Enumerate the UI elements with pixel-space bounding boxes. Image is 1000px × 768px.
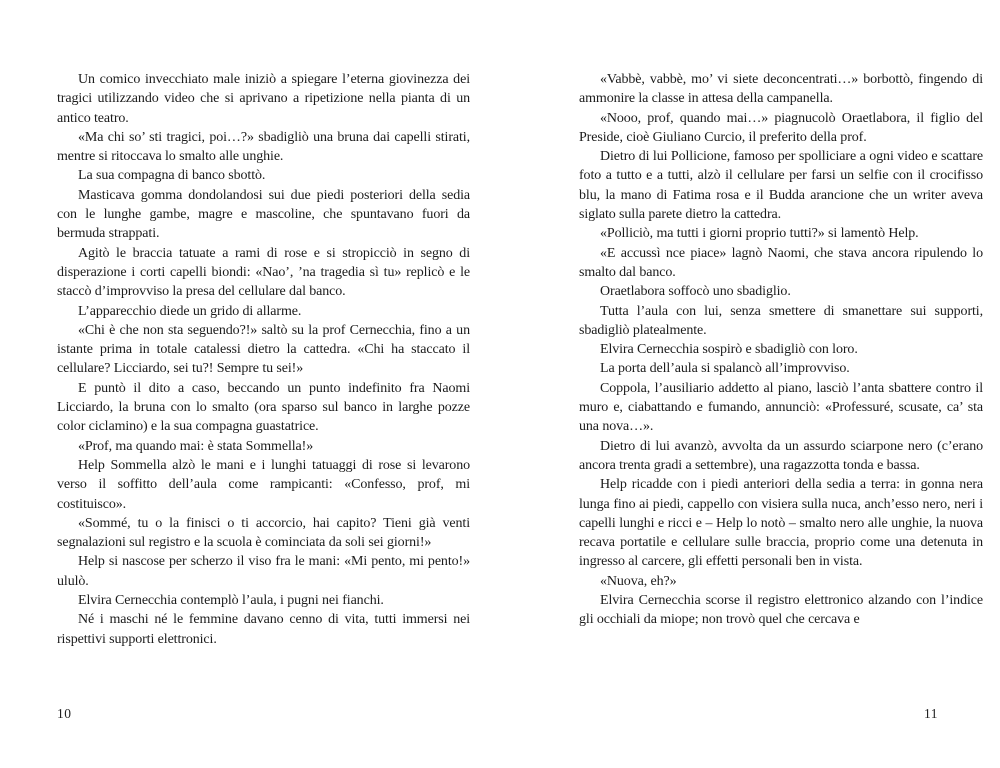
- paragraph: Help si nascose per scherzo il viso fra le mani: «Mi pento, mi pento!» ululò.: [57, 554, 470, 589]
- paragraph: «Ma chi so’ sti tragici, poi…?» sbadigliò una bruna dai capelli stirati, mentre si ritoccava lo smalto alle unghie.: [57, 129, 470, 165]
- paragraph: Un comico invecchiato male iniziò a spiegare l’eterna giovinezza dei tragici utilizzando video che si aprivano a ripetizione nella pianta di un antico teatro.: [57, 72, 470, 126]
- paragraph: Elvira Cernecchia scorse il registro elettronico alzando con l’indice gli occhiali da miope; non trovò quel che cercava e: [579, 593, 983, 628]
- paragraph: La sua compagna di banco sbottò.: [78, 168, 266, 184]
- page-right: [500, 0, 1000, 768]
- paragraph: «Chi è che non sta seguendo?!» saltò su la prof Cernecchia, fino a un istante prima in totale catalessi dietro la cattedra. «Chi ha staccato il cellulare? Licciardo, sei tu?! Sempre tu sei!»: [57, 322, 470, 377]
- paragraph: E puntò il dito a caso, beccando un punto indefinito fra Naomi Licciardo, la bruna con lo smalto (ora sparso sul banco in larghe pozze color ciclamino) e la sua compagna guastatrice.: [57, 380, 470, 435]
- paragraph: «Vabbè, vabbè, mo’ vi siete deconcentrati…» borbottò, fingendo di ammonire la classe in attesa della campanella.: [579, 72, 983, 107]
- paragraph: «Sommé, tu o la finisci o ti accorcio, hai capito? Tieni già venti segnalazioni sul registro e la scuola è cominciata da soli sei giorni!»: [57, 515, 470, 551]
- paragraph: Masticava gomma dondolandosi sui due piedi posteriori della sedia con le lunghe gambe, magre e mascoline, che spuntavano fuori da bermuda strappati.: [57, 187, 470, 242]
- paragraph: Dietro di lui Pollicione, famoso per spolliciare a ogni video e scattare foto a tutto e a tutti, alzò il cellulare per farsi un selfie con il crocifisso blu, la mano di Fatima rosa e il Budda arancione che un writer aveva siglato sulla parete dietro la cattedra.: [579, 149, 983, 223]
- paragraph: L’apparecchio diede un grido di allarme.: [78, 303, 302, 319]
- paragraph: Elvira Cernecchia sospirò e sbadigliò con loro.: [600, 342, 858, 358]
- paragraph: Agitò le braccia tatuate a rami di rose e si stropicciò in segno di disperazione i corti capelli biondi: «Nao’, ’na tragedia sì tu» replicò e le staccò d’improvviso la presa del cellulare dal banco.: [57, 245, 470, 300]
- paragraph: «Nooo, prof, quando mai…» piagnucolò Oraetlabora, il figlio del Preside, cioè Giuliano Curcio, il preferito della prof.: [579, 110, 983, 145]
- paragraph: Oraetlabora soffocò uno sbadiglio.: [600, 284, 791, 300]
- page-number-left: 10: [57, 706, 72, 721]
- paragraph: Elvira Cernecchia contemplò l’aula, i pugni nei fianchi.: [78, 593, 384, 609]
- paragraph: «Prof, ma quando mai: è stata Sommella!»: [78, 438, 314, 454]
- paragraph: Tutta l’aula con lui, senza smettere di smanettare sui supporti, sbadigliò platealmente.: [579, 303, 983, 338]
- paragraph: Dietro di lui avanzò, avvolta da un assurdo sciarpone nero (c’erano ancora trenta gradi a settembre), una ragazzotta tonda e bassa.: [579, 438, 983, 473]
- paragraph: La porta dell’aula si spalancò all’improvviso.: [600, 361, 850, 377]
- paragraph: Help ricadde con i piedi anteriori della sedia a terra: in gonna nera lunga fino ai piedi, cappello con visiera sulla nuca, anch’esso nero, neri i capelli lunghi e ricci e – Help lo notò – smalto nero alle unghie, la nuova recava portatile e cellulare sulle braccia, proprio come una detenuta in ingresso al carcere, gli effetti personali ben in vista.: [579, 477, 983, 570]
- paragraph: Né i maschi né le femmine davano cenno di vita, tutti immersi nei rispettivi supporti elettronici.: [57, 612, 470, 647]
- page-number-right: 11: [924, 706, 938, 721]
- paragraph: Coppola, l’ausiliario addetto al piano, lasciò l’anta sbattere contro il muro e, ciabattando e fumando, annunciò: «Professuré, scusate, ca’ sta una nova…».: [579, 380, 983, 435]
- page-left-text-column: [57, 70, 470, 649]
- paragraph: «E accussì nce piace» lagnò Naomi, che stava ancora ripulendo lo smalto dal banco.: [579, 245, 983, 280]
- page-right-text-column: [579, 70, 983, 630]
- paragraph: «Nuova, eh?»: [600, 573, 677, 589]
- paragraph: «Polliciò, ma tutti i giorni proprio tutti?» si lamentò Help.: [600, 226, 919, 242]
- paragraph: Help Sommella alzò le mani e i lunghi tatuaggi di rose si levarono verso il soffitto dell’aula come rampicanti: «Confesso, prof, mi costituisco».: [57, 457, 470, 512]
